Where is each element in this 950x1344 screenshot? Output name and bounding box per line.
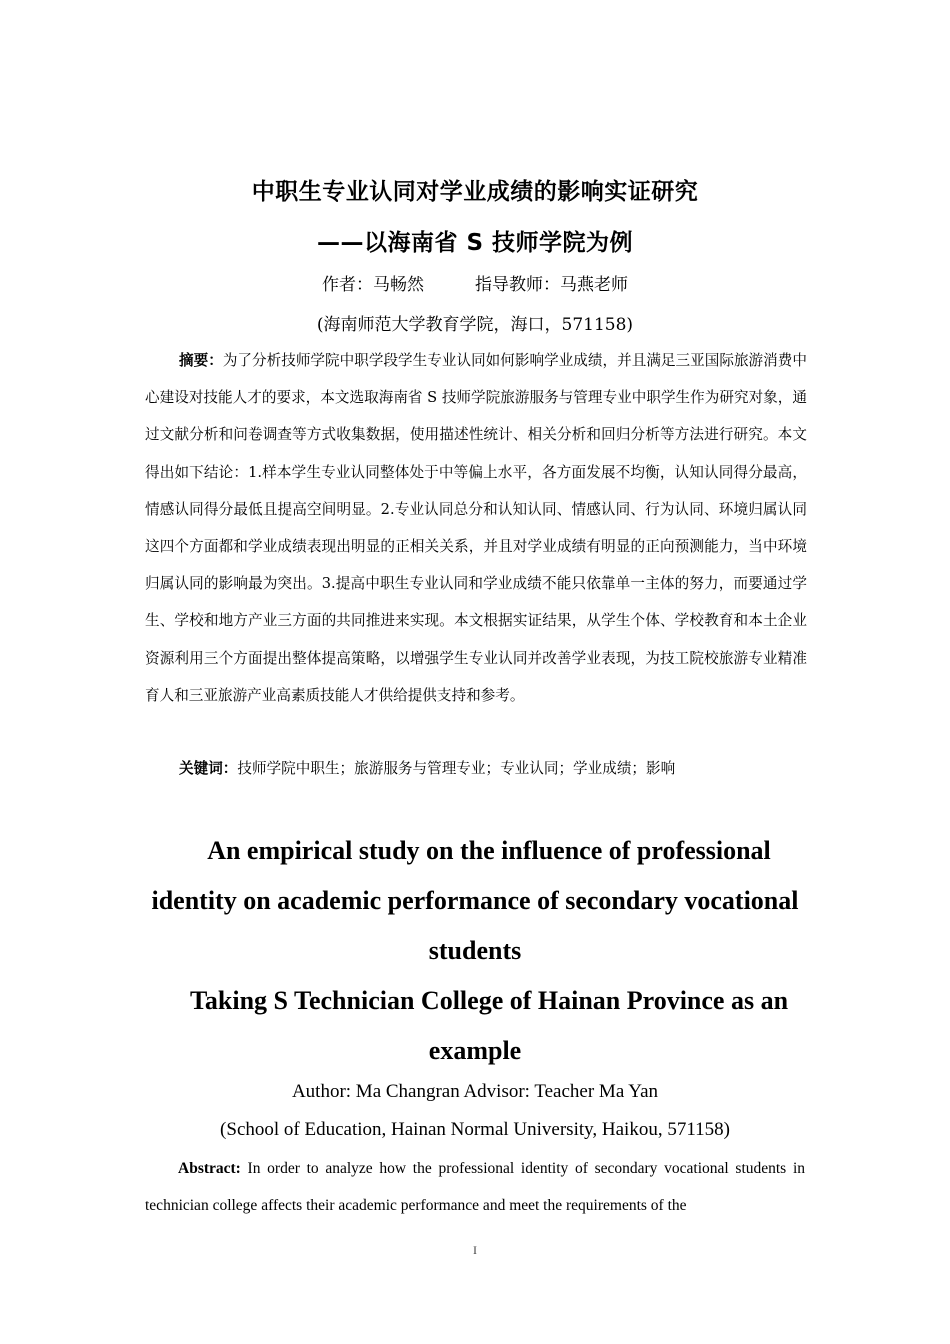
cn-abstract-line: 学生作为研究对象，通过文献分析和问卷调查等方式收集数据，使用描述性统计、相关分析 — [145, 389, 807, 444]
en-author-line: Author: Ma Changran Advisor: Teacher Ma Yan — [291, 1081, 659, 1102]
cn-keywords-text: 技师学院中职生；旅游服务与管理专业；专业认同；学业成绩；影响 — [237, 760, 676, 777]
en-abstract-line: In order to analyze how the professional identity of secondary vocational students — [240, 1160, 787, 1177]
en-abstract — [145, 1150, 805, 1224]
cn-abstract-line: 资源利用三个方面提出整体提高策略，以增强学生专业认同并改善学业表现，为技工院校旅 — [145, 649, 734, 667]
en-affiliation: (School of Education, Hainan Normal University, Haikou, 571158) — [220, 1119, 730, 1140]
en-title-line: identity on academic performance of secondary vocational — [151, 886, 799, 915]
cn-abstract-line: 和回归分析等方法进行研究。本文得出如下结论：1.样本学生专业认同整体处于中等偏上水 — [145, 426, 807, 481]
cn-affiliation: (海南师范大学教育学院，海口，571158) — [316, 315, 634, 335]
cn-abstract-label: 摘要： — [179, 352, 223, 369]
en-abstract-line: in technician college affects their academic performance and meet the requirements of the — [145, 1160, 805, 1214]
en-subtitle-line: example — [428, 1036, 522, 1065]
cn-title: 中职生专业认同对学业成绩的影响实证研究 — [251, 179, 699, 205]
cn-abstract-line: 游专业精准育人和三亚旅游产业高素质技能人才供给提供支持和参考。 — [145, 649, 807, 704]
en-title-line: students — [428, 936, 522, 965]
en-subtitle-line: Taking S Technician College of Hainan Province as an — [189, 986, 789, 1015]
page-number: I — [473, 1243, 477, 1257]
cn-abstract — [145, 342, 807, 714]
cn-abstract-line: 地方产业三方面的共同推进来实现。本文根据实证结果，从学生个体、学校教育和本土企业 — [218, 612, 807, 630]
cn-keywords-label: 关键词： — [179, 760, 238, 777]
cn-subtitle: ——以海南省 S 技师学院为例 — [316, 230, 634, 256]
cn-abstract-line: 同总分和认知认同、情感认同、行为认同、环境归属认同这四个方面都和学业成绩表现出明 — [145, 500, 807, 556]
cn-abstract-line: 出。3.提高中职生专业认同和学业成绩不能只依靠单一主体的努力，而要通过学生、学校和 — [145, 575, 807, 630]
en-title-line: An empirical study on the influence of professional — [207, 836, 771, 865]
cn-abstract-line: 旅游消费中心建设对技能人才的要求，本文选取海南省 S 技师学院旅游服务与管理专业中职 — [145, 352, 807, 407]
cn-author-line: 作者：马畅然 指导教师：马燕老师 — [322, 275, 628, 295]
cn-abstract-line: 平，各方面发展不均衡，认知认同得分最高，情感认同得分最低且提高空间明显。2.专业认 — [145, 463, 807, 518]
cn-keywords — [179, 755, 675, 783]
cn-abstract-line: 显的正相关关系，并且对学业成绩有明显的正向预测能力，当中环境归属认同的影响最为突 — [145, 538, 807, 593]
cn-abstract-line: 为了分析技师学院中职学段学生专业认同如何影响学业成绩，并且满足三亚国际 — [222, 352, 734, 369]
en-abstract-label: Abstract: — [178, 1160, 241, 1177]
